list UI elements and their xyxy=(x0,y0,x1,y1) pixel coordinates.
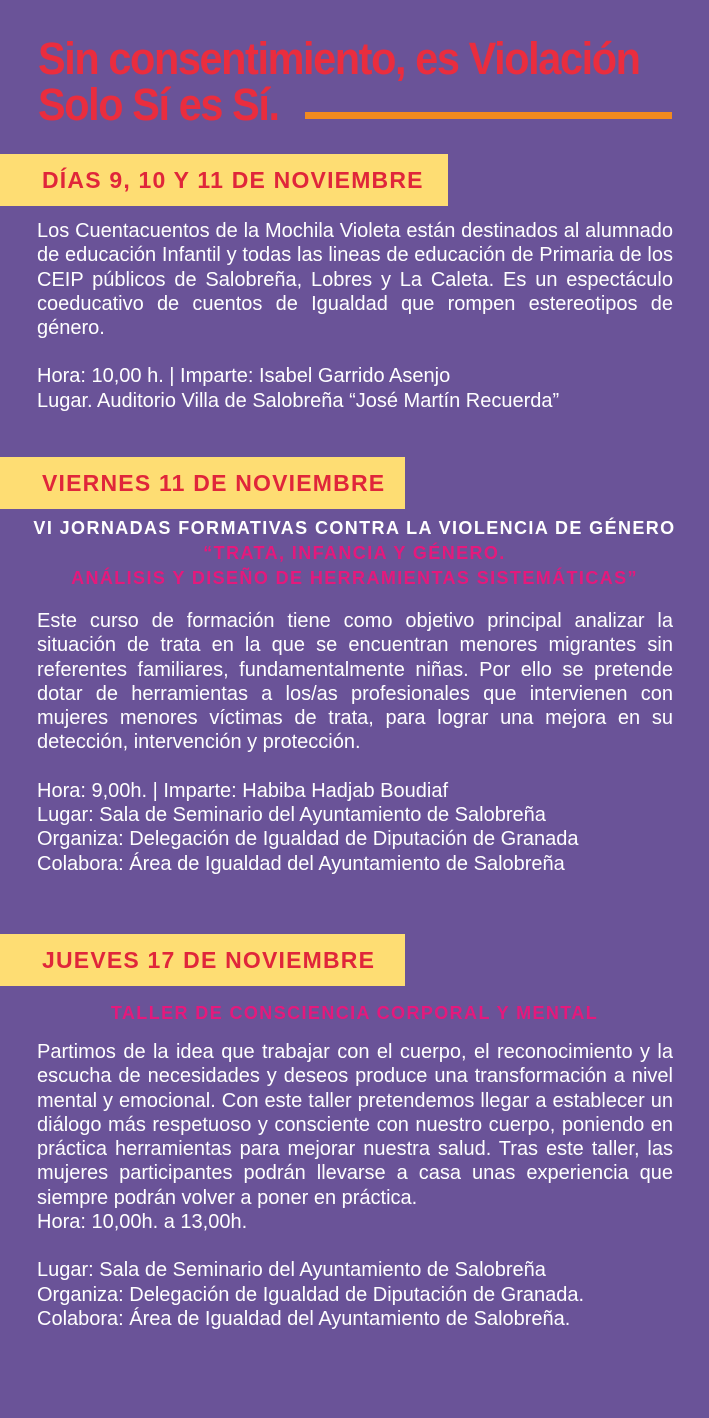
event-3-lugar: Lugar: Sala de Seminario del Ayuntamiento de Salobreña xyxy=(37,1259,546,1282)
event-1-body xyxy=(37,219,673,413)
event-1-lugar: Lugar. Auditorio Villa de Salobreña “José Martín Recuerda” xyxy=(37,389,560,412)
event-3-colabora: Colabora: Área de Igualdad del Ayuntamiento de Salobreña. xyxy=(37,1307,571,1330)
headline-line-2: Solo Sí es Sí. xyxy=(38,79,279,130)
date-band-event-2 xyxy=(0,457,405,509)
event-2-body xyxy=(37,609,673,876)
event-2-subtitle-2: ANÁLISIS Y DISEÑO DE HERRAMIENTAS SISTEMÁTICAS” xyxy=(71,568,638,588)
event-2-title-block xyxy=(0,516,709,591)
event-3-body xyxy=(37,1040,673,1331)
date-band-event-1 xyxy=(0,154,448,206)
event-2-date: VIERNES 11 DE NOVIEMBRE xyxy=(42,469,386,496)
headline-line-1: Sin consentimiento, es Violación xyxy=(38,33,640,84)
event-2-description: Este curso de formación tiene como objetivo principal analizar la situación de trata en la que se encuentran menores migrantes sin referentes familiares, fundamentalmente niñas. Por ello se pretende dotar de herramientas a los/as profesionales que intervienen con mujeres menores víctimas de trata, para lograr una mejora en su detección, intervención y protección. xyxy=(37,610,673,754)
event-1-description: Los Cuentacuentos de la Mochila Violeta están destinados al alumnado de educación Infantil y todas las lineas de educación de Primaria de los CEIP públicos de Salobreña, Lobres y La Caleta. Es un espectáculo coeducativo de cuentos de Igualdad que rompen estereotipos de género. xyxy=(37,220,673,340)
event-3-date: JUEVES 17 DE NOVIEMBRE xyxy=(42,946,376,973)
event-2-title: VI JORNADAS FORMATIVAS CONTRA LA VIOLENCIA DE GÉNERO xyxy=(33,518,676,538)
event-2-colabora: Colabora: Área de Igualdad del Ayuntamiento de Salobreña xyxy=(37,852,565,875)
event-2-hora: Hora: 9,00h. | Imparte: Habiba Hadjab Boudiaf xyxy=(37,779,448,802)
event-1-date: DÍAS 9, 10 Y 11 DE NOVIEMBRE xyxy=(42,166,424,193)
event-2-lugar: Lugar: Sala de Seminario del Ayuntamiento de Salobreña xyxy=(37,804,546,827)
event-2-organiza: Organiza: Delegación de Igualdad de Diputación de Granada xyxy=(37,828,579,851)
date-band-event-3 xyxy=(0,934,405,986)
event-2-subtitle-1: “TRATA, INFANCIA Y GÉNERO. xyxy=(203,543,506,563)
event-3-description: Partimos de la idea que trabajar con el cuerpo, el reconocimiento y la escucha de necesidades y deseos produce una transformación a nivel mental y emocional. Con este taller pretendemos llegar a establecer un diálogo más respetuoso y consciente con nuestro cuerpo, poniendo en práctica herramientas para mejorar nuestra salud. Tras este taller, las mujeres participantes podrán llevarse a casa unas experiencia que siempre podrán volver a poner en práctica. xyxy=(37,1041,673,1209)
event-3-hora: Hora: 10,00h. a 13,00h. xyxy=(37,1211,248,1234)
event-1-hora: Hora: 10,00 h. | Imparte: Isabel Garrido Asenjo xyxy=(37,365,451,388)
event-3-organiza: Organiza: Delegación de Igualdad de Diputación de Granada. xyxy=(37,1283,585,1306)
orange-rule xyxy=(305,112,672,119)
event-3-title: TALLER DE CONSCIENCIA CORPORAL Y MENTAL xyxy=(110,1003,599,1023)
event-3-title-block xyxy=(0,1001,709,1026)
